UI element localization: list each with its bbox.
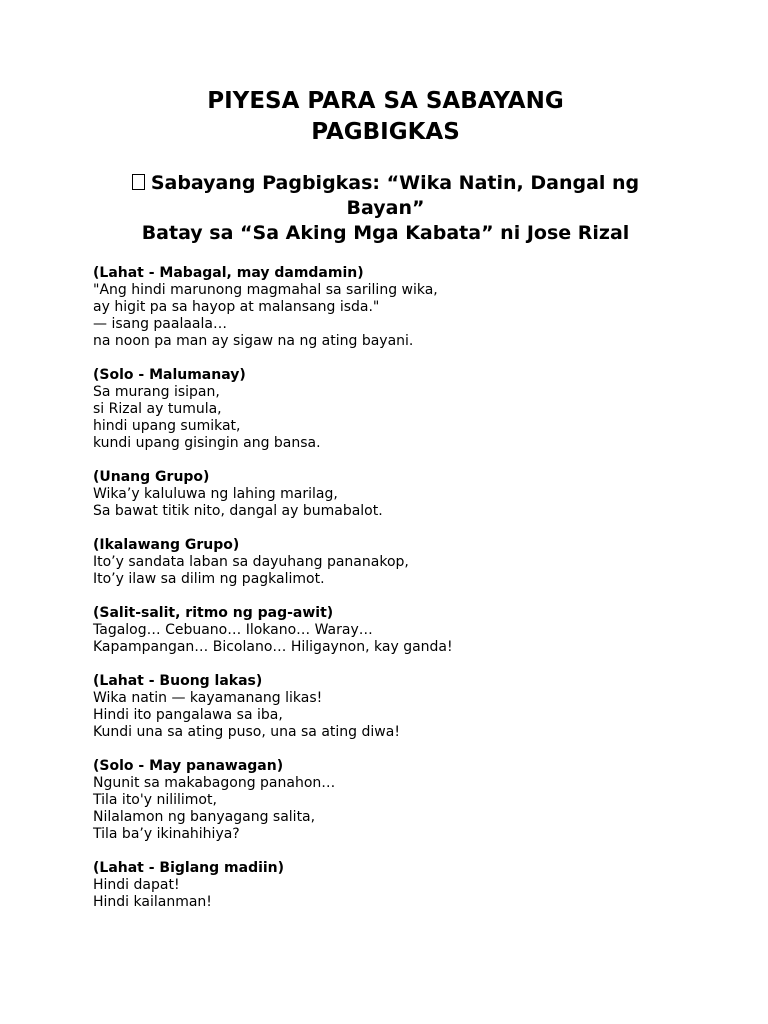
poem-section: [93, 469, 678, 520]
section-heading: (Lahat - Biglang madiin): [93, 860, 285, 876]
poem-section: [93, 367, 678, 452]
poem-line: Tila ba’y ikinahihiya?: [93, 826, 240, 842]
poem-line: Sa murang isipan,: [93, 384, 220, 400]
poem-section: [93, 673, 678, 741]
title-line-2: PAGBIGKAS: [311, 119, 460, 145]
document-title: [93, 86, 678, 148]
poem-line: Tila ito'y nililimot,: [93, 792, 217, 808]
document-subtitle: [93, 171, 678, 246]
poem-line: kundi upang gisingin ang bansa.: [93, 435, 321, 451]
poem-line: hindi upang sumikat,: [93, 418, 241, 434]
section-heading: (Lahat - Buong lakas): [93, 673, 263, 689]
section-heading: (Ikalawang Grupo): [93, 537, 240, 553]
poem-line: Tagalog… Cebuano… Ilokano… Waray…: [93, 622, 373, 638]
poem-section: [93, 605, 678, 656]
section-heading: (Lahat - Mabagal, may damdamin): [93, 265, 364, 281]
poem-line: Hindi kailanman!: [93, 894, 212, 910]
poem-line: Wika natin — kayamanang likas!: [93, 690, 323, 706]
subtitle-line-2: Bayan”: [346, 197, 425, 219]
subtitle-line-1: [93, 171, 678, 196]
subtitle-line-3: Batay sa “Sa Aking Mga Kabata” ni Jose Rizal: [141, 222, 630, 244]
section-heading: (Unang Grupo): [93, 469, 210, 485]
poem-line: Ito’y sandata laban sa dayuhang pananakop,: [93, 554, 409, 570]
poem-line: Hindi ito pangalawa sa iba,: [93, 707, 283, 723]
poem-line: ay higit pa sa hayop at malansang isda.": [93, 299, 380, 315]
poem-line: na noon pa man ay sigaw na ng ating bayani.: [93, 333, 414, 349]
poem-line: Ngunit sa makabagong panahon…: [93, 775, 336, 791]
poem-sections: [93, 265, 678, 911]
poem-line: Sa bawat titik nito, dangal ay bumabalot.: [93, 503, 383, 519]
poem-line: Nilalamon ng banyagang salita,: [93, 809, 316, 825]
section-heading: (Salit-salit, ritmo ng pag-awit): [93, 605, 334, 621]
poem-line: Kundi una sa ating puso, una sa ating diwa!: [93, 724, 400, 740]
poem-section: [93, 265, 678, 350]
poem-section: [93, 758, 678, 843]
section-heading: (Solo - May panawagan): [93, 758, 284, 774]
poem-line: Kapampangan… Bicolano… Hiligaynon, kay ganda!: [93, 639, 453, 655]
poem-line: Wika’y kaluluwa ng lahing marilag,: [93, 486, 338, 502]
poem-line: "Ang hindi marunong magmahal sa sariling wika,: [93, 282, 438, 298]
title-line-1: PIYESA PARA SA SABAYANG: [207, 88, 564, 114]
poem-line: Ito’y ilaw sa dilim ng pagkalimot.: [93, 571, 325, 587]
missing-glyph-icon: [132, 174, 145, 190]
poem-section: [93, 537, 678, 588]
section-heading: (Solo - Malumanay): [93, 367, 246, 383]
poem-line: Hindi dapat!: [93, 877, 180, 893]
poem-section: [93, 860, 678, 911]
subtitle-line-1-text: Sabayang Pagbigkas: “Wika Natin, Dangal ng: [150, 172, 640, 194]
poem-line: si Rizal ay tumula,: [93, 401, 222, 417]
poem-line: — isang paalaala…: [93, 316, 227, 332]
